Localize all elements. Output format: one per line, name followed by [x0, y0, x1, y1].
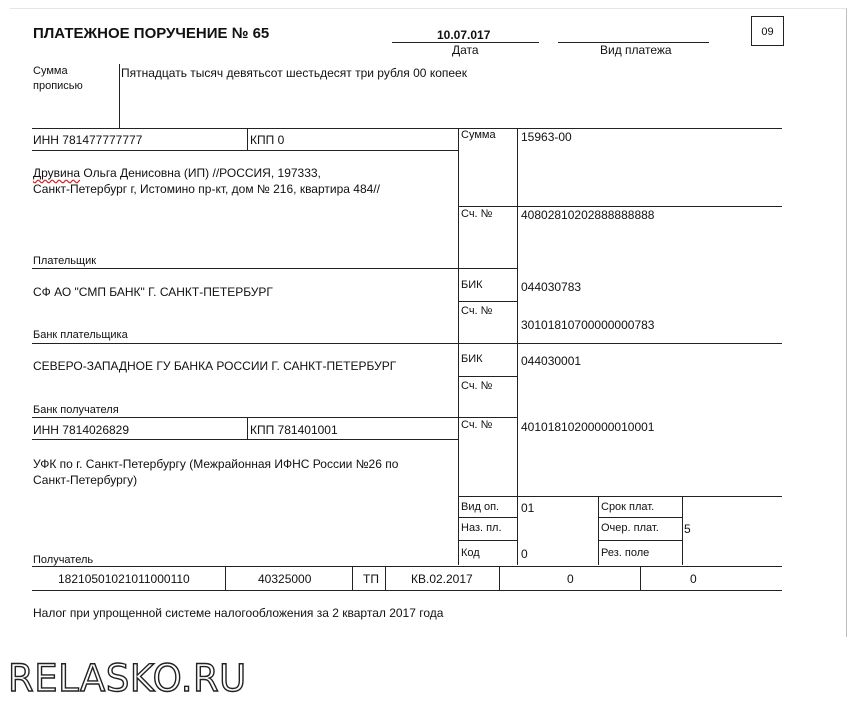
row-divider	[32, 417, 518, 418]
op-type-label: Вид оп.	[461, 501, 500, 513]
payee-name-line-1: УФК по г. Санкт-Петербургу (Межрайонная ИФНС России №26 по	[33, 457, 399, 471]
tax-period-value: КВ.02.2017	[411, 572, 473, 586]
payer-kpp: КПП 0	[250, 133, 285, 147]
date-label: Дата	[452, 43, 479, 57]
row-divider	[458, 206, 782, 207]
payment-basis-value: ТП	[363, 572, 379, 586]
row-divider	[598, 517, 683, 518]
column-divider	[385, 566, 386, 590]
column-divider	[225, 566, 226, 590]
payee-account-label: Сч. №	[461, 419, 493, 431]
oktmo-value: 40325000	[258, 572, 312, 586]
column-divider	[499, 566, 500, 590]
row-divider	[32, 128, 782, 129]
kbk-value: 18210501021011000110	[58, 572, 190, 586]
payee-name-line-2: Санкт-Петербургу)	[33, 473, 138, 487]
payment-order-form	[10, 8, 847, 637]
row-divider	[458, 540, 518, 541]
date-value: 10.07.017	[437, 28, 491, 42]
payer-bank-label: Банк плательщика	[33, 329, 128, 341]
payment-term-label: Срок плат.	[601, 501, 655, 513]
payer-name-rest: Ольга Денисовна (ИП) //РОССИЯ, 197333,	[80, 166, 321, 180]
row-divider	[458, 496, 782, 497]
purpose-code-label: Наз. пл.	[461, 522, 502, 534]
row-divider	[32, 590, 782, 591]
payee-bank-bik: 044030001	[521, 354, 582, 368]
payer-bank-account: 30101810700000000783	[521, 318, 655, 332]
payer-bank-bik-label: БИК	[461, 279, 483, 291]
amount-words-label-2: прописью	[33, 80, 83, 92]
code-value: 0	[521, 547, 528, 561]
column-divider	[458, 128, 459, 565]
row-divider	[32, 150, 458, 151]
row-divider	[458, 301, 518, 302]
payee-kpp: КПП 781401001	[250, 423, 338, 437]
payer-label: Плательщик	[33, 255, 97, 267]
row-divider	[458, 376, 518, 377]
payment-purpose: Налог при упрощенной системе налогообложения за 2 квартал 2017 года	[33, 606, 444, 620]
payer-bank-bik: 044030783	[521, 280, 582, 294]
payer-account-label: Сч. №	[461, 208, 493, 220]
kpp-divider	[247, 417, 248, 439]
payee-label: Получатель	[33, 554, 94, 566]
reserve-field-label: Рез. поле	[601, 547, 650, 559]
column-divider	[598, 496, 599, 565]
op-type-value: 01	[521, 501, 535, 515]
payee-inn: ИНН 7814026829	[33, 423, 130, 437]
payment-type-label: Вид платежа	[600, 43, 672, 57]
payer-inn: ИНН 781477777777	[33, 133, 143, 147]
row-divider	[32, 268, 518, 269]
priority-label: Очер. плат.	[601, 522, 659, 534]
row-divider	[32, 343, 782, 344]
payer-surname: Друвина	[33, 166, 81, 180]
payer-name-line-1	[33, 166, 321, 180]
doc-number-value: 0	[567, 572, 574, 586]
payer-bank-name: СФ АО "СМП БАНК" Г. САНКТ-ПЕТЕРБУРГ	[33, 285, 273, 299]
payer-bank-account-label: Сч. №	[461, 305, 493, 317]
column-divider	[352, 566, 353, 590]
priority-value: 5	[684, 522, 691, 536]
watermark-logo: RELASKO.RU	[8, 657, 247, 700]
amount-words-value: Пятнадцать тысяч девятьсот шестьдесят три рубля 00 копеек	[121, 66, 467, 80]
payee-bank-name: СЕВЕРО-ЗАПАДНОЕ ГУ БАНКА РОССИИ Г. САНКТ-ПЕТЕРБУРГ	[33, 359, 397, 373]
amount-words-divider	[119, 64, 120, 128]
payer-account-value: 40802810202888888888	[521, 208, 655, 222]
row-divider	[32, 439, 458, 440]
column-divider	[640, 566, 641, 590]
payee-bank-account-label: Сч. №	[461, 380, 493, 392]
row-divider	[32, 566, 782, 567]
code-label: Код	[461, 547, 480, 559]
doc-date-value: 0	[690, 572, 697, 586]
row-divider	[458, 517, 518, 518]
form-code-box: 09	[751, 16, 784, 46]
payee-bank-bik-label: БИК	[461, 353, 483, 365]
kpp-divider	[247, 128, 248, 150]
row-divider	[598, 540, 683, 541]
column-divider	[682, 496, 683, 565]
payee-account: 40101810200000010001	[521, 420, 655, 434]
column-divider	[517, 128, 518, 565]
payer-name-line-2: Санкт-Петербург г, Истомино пр-кт, дом № 216, квартира 484//	[33, 182, 380, 196]
document-title: ПЛАТЕЖНОЕ ПОРУЧЕНИЕ № 65	[33, 25, 270, 42]
amount-words-label-1: Сумма	[33, 65, 68, 77]
amount-value: 15963-00	[521, 130, 572, 144]
payee-bank-label: Банк получателя	[33, 404, 119, 416]
amount-label: Сумма	[461, 129, 496, 141]
